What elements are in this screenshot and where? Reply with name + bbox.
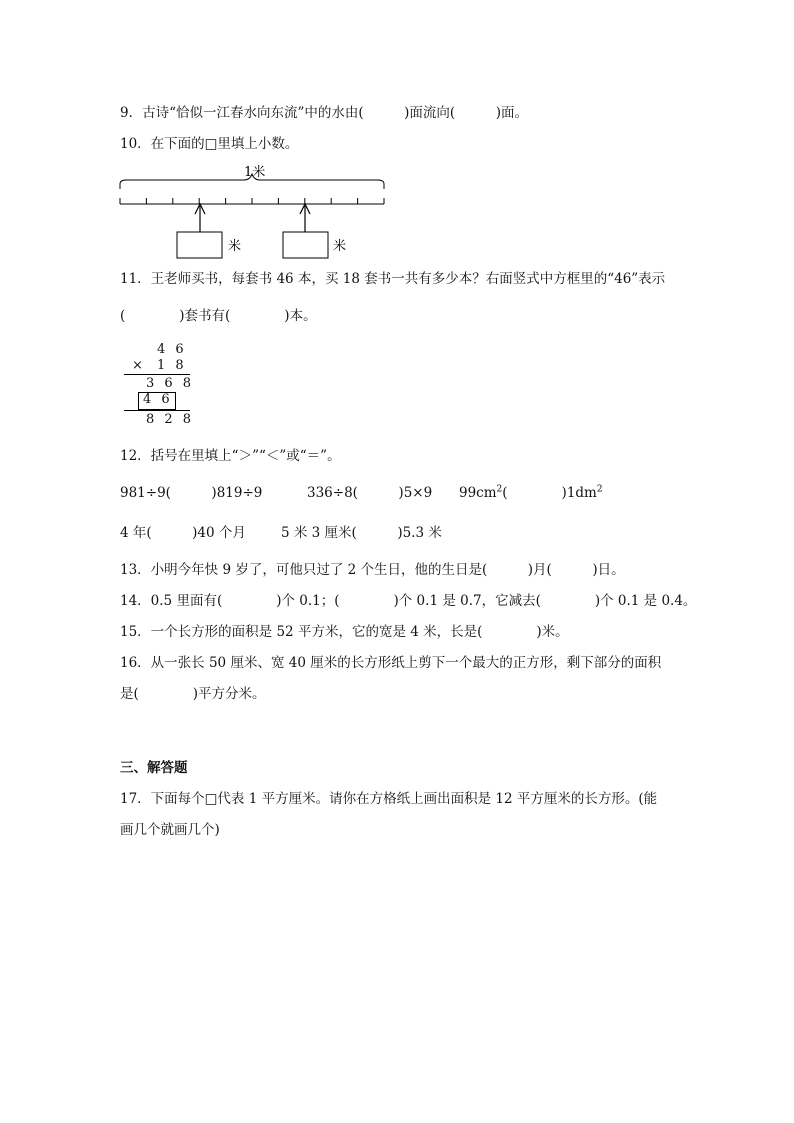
vm-row-4: 4 6	[143, 392, 173, 407]
unit-label-left: 米	[228, 239, 242, 254]
section-title-answers: 三、解答题	[120, 760, 188, 776]
question-9: 9．古诗“恰似一江春水向东流”中的水由( )面流向( )面。	[120, 105, 528, 121]
question-17-line-2: 画几个就画几个)	[120, 822, 220, 838]
unit-label-right: 米	[333, 239, 347, 254]
vm-row-5: 8 2 8	[146, 412, 195, 427]
vm-rule-2	[124, 410, 190, 411]
question-16-line-2: 是( )平方分米。	[120, 686, 266, 702]
ruler-ticks	[120, 198, 384, 204]
ruler-top-label: 1米	[244, 165, 266, 180]
question-15: 15．一个长方形的面积是 52 平方米，它的宽是 4 米，长是( )米。	[120, 624, 569, 640]
vm-times-sign: ×	[132, 358, 146, 373]
question-12-c: $99cm^2$( )$1dm^2$	[459, 484, 603, 501]
question-17-line-1: 17．下面每个□代表 1 平方厘米。请你在方格纸上画出面积是 12 平方厘米的长方形。(能	[120, 791, 658, 807]
question-16-line-1: 16．从一张长 50 厘米、宽 40 厘米的长方形纸上剪下一个最大的正方形，剩下部分的面积	[120, 655, 662, 671]
question-11-line-1: 11．王老师买书，每套书 46 本，买 18 套书一共有多少本？右面竖式中方框里的“46”表示	[120, 271, 666, 287]
vm-row-2: 1 8	[157, 358, 187, 373]
question-11-line-2: ( )套书有( )本。	[120, 308, 317, 324]
question-12-a: 981÷9( )819÷9	[120, 485, 263, 501]
question-12: 12．括号在里填上“＞”“＜”或“＝”。	[120, 448, 341, 464]
answer-box-right[interactable]	[283, 232, 328, 258]
question-12-b: 336÷8( )5×9	[307, 485, 433, 501]
question-12-e: 5 米 3 厘米( )5.3 米	[281, 525, 442, 541]
answer-box-left[interactable]	[177, 232, 222, 258]
ruler-diagram	[116, 162, 391, 262]
question-10: 10．在下面的□里填上小数。	[120, 136, 299, 152]
question-14: 14．0.5 里面有( )个 0.1；( )个 0.1 是 0.7，它减去( )个 0.1 是 0.4。	[120, 593, 697, 609]
vm-row-3: 3 6 8	[146, 376, 195, 391]
vm-row-1: 4 6	[157, 342, 187, 357]
vm-rule-1	[124, 374, 190, 375]
question-12-d: 4 年( )40 个月	[120, 525, 246, 541]
question-13: 13．小明今年快 9 岁了，可他只过了 2 个生日，他的生日是( )月( )日。	[120, 562, 625, 578]
